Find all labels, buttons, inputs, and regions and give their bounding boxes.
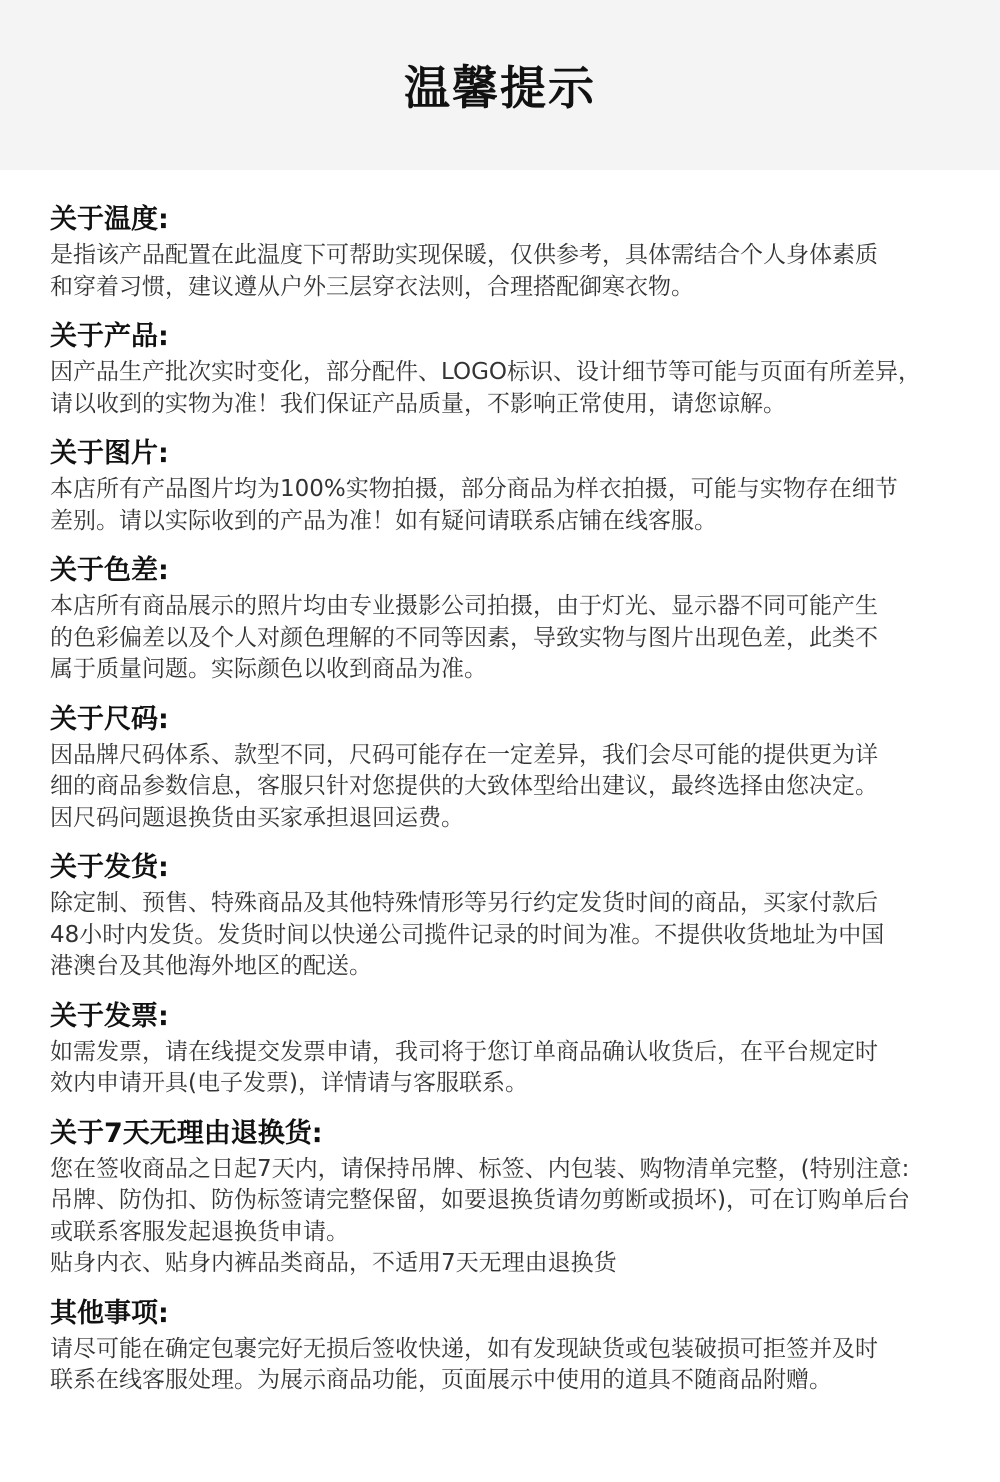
page-title: 温馨提示 xyxy=(404,61,596,115)
section-title: 关于尺码: xyxy=(50,703,169,735)
section-invoice xyxy=(50,997,950,1100)
section-title: 关于发票: xyxy=(50,1000,169,1032)
section-text: 本店所有商品展示的照片均由专业摄影公司拍摄，由于灯光、显示器不同可能产生 的色彩偏差以及个人对颜色理解的不同等因素，导致实物与图片出现色差，此类不 属于质量问题。实际颜色以收到商品为准。 xyxy=(50,593,878,682)
section-color-difference xyxy=(50,551,950,686)
section-7day-return xyxy=(50,1114,950,1280)
section-text: 本店所有产品图片均为100%实物拍摄，部分商品为样衣拍摄，可能与实物存在细节 差别。请以实际收到的产品为准！如有疑问请联系店铺在线客服。 xyxy=(50,476,898,534)
section-text: 是指该产品配置在此温度下可帮助实现保暖，仅供参考，具体需结合个人身体素质 和穿着习惯，建议遵从户外三层穿衣法则，合理搭配御寒衣物。 xyxy=(50,242,878,300)
section-product xyxy=(50,317,950,420)
section-title: 关于图片: xyxy=(50,438,169,469)
section-title: 关于温度: xyxy=(50,204,169,235)
section-temperature xyxy=(50,200,950,303)
section-text: 因品牌尺码体系、款型不同，尺码可能存在一定差异，我们会尽可能的提供更为详 细的商品参数信息，客服只针对您提供的大致体型给出建议，最终选择由您决定。 因尺码问题退换货由买家承担退回运费。 xyxy=(50,741,878,831)
section-title: 关于色差: xyxy=(50,555,169,586)
section-other xyxy=(50,1294,950,1397)
section-text: 您在签收商品之日起7天内，请保持吊牌、标签、内包装、购物清单完整，(特别注意: 吊牌、防伪扣、防伪标签请完整保留，如要退换货请勿剪断或损坏)，可在订购单后台 或联系客服发起退换货申请。 xyxy=(50,1155,910,1245)
section-text: 如需发票，请在线提交发票申请，我司将于您订单商品确认收货后，在平台规定时 效内申请开具(电子发票)，详情请与客服联系。 xyxy=(50,1038,878,1096)
section-text: 除定制、预售、特殊商品及其他特殊情形等另行约定发货时间的商品，买家付款后 48小时内发货。发货时间以快递公司揽件记录的时间为准。不提供收货地址为中国 港澳台及其他海外地区的配送。 xyxy=(50,890,885,979)
section-title: 关于发货: xyxy=(50,852,169,883)
notice-content xyxy=(0,170,1000,1397)
section-size xyxy=(50,700,950,835)
header-banner xyxy=(0,0,1000,170)
section-title: 其他事项: xyxy=(50,1297,169,1329)
section-title: 关于产品: xyxy=(50,321,169,352)
section-text: 贴身内衣、贴身内裤品类商品，不适用7天无理由退换货 xyxy=(50,1250,617,1276)
section-title: 关于7天无理由退换货: xyxy=(50,1117,323,1149)
section-shipping xyxy=(50,848,950,983)
section-text: 因产品生产批次实时变化，部分配件、LOGO标识、设计细节等可能与页面有所差异， 请以收到的实物为准！我们保证产品质量，不影响正常使用，请您谅解。 xyxy=(50,359,922,417)
section-text: 请尽可能在确定包裹完好无损后签收快递，如有发现缺货或包装破损可拒签并及时 联系在线客服处理。为展示商品功能，页面展示中使用的道具不随商品附赠。 xyxy=(50,1335,878,1393)
section-images xyxy=(50,434,950,537)
